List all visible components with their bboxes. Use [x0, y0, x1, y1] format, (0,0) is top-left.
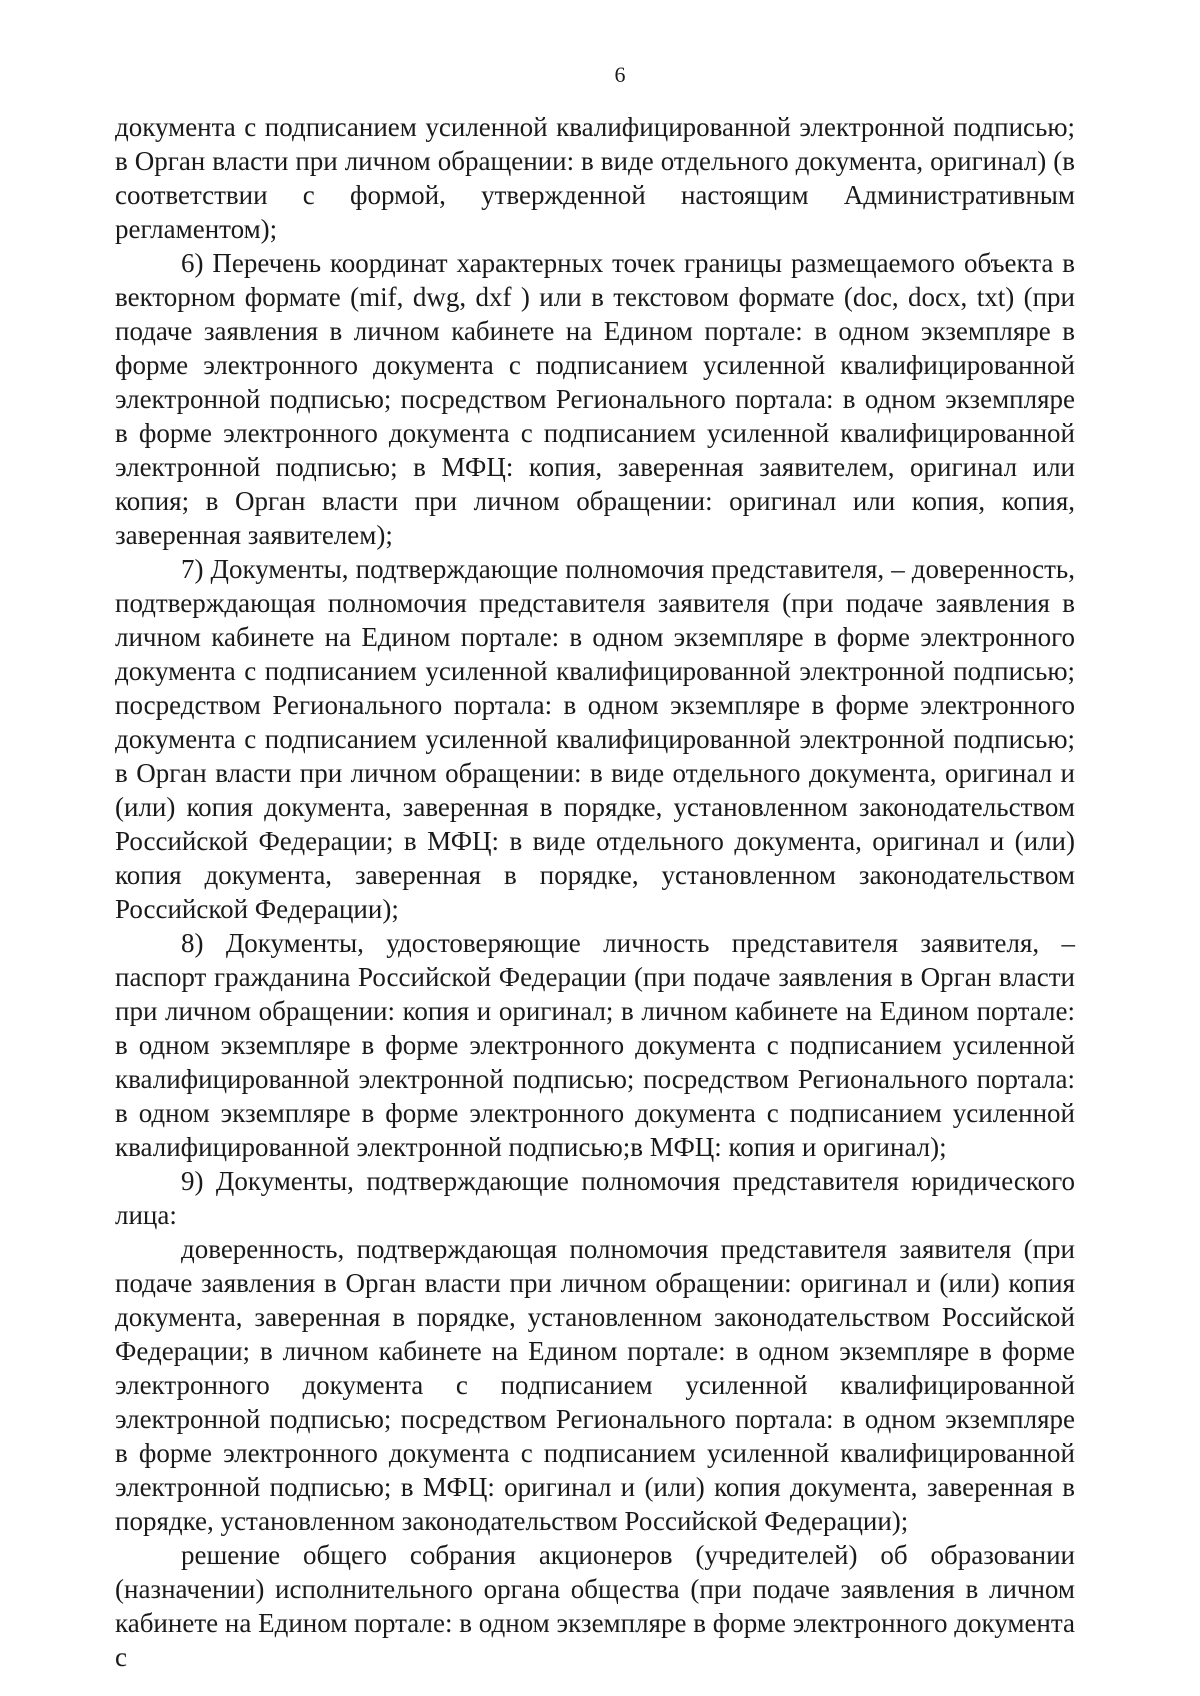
paragraph-continuation: документа с подписанием усиленной квалифицированной электронной подписью; в Орган власти при личном обращении: в виде отдельного документа, оригинал) (в соответствии с формой, утвержденной настоящим Административным регламентом); — [115, 112, 1075, 244]
paragraph-item-7: 7) Документы, подтверждающие полномочия представителя, – доверенность, подтверждающая полномочия представителя заявителя (при подаче заявления в личном кабинете на Едином портале: в одном экземпляре в форме электронного документа с подписанием усиленной квалифицированной электронной подписью; посредством Регионального портала: в одном экземпляре в форме электронного документа с подписанием усиленной квалифицированной электронной подписью; в Орган власти при личном обращении: в виде отдельного документа, оригинал и (или) копия документа, заверенная в порядке, установленном законодательством Российской Федерации; в МФЦ: в виде отдельного документа, оригинал и (или) копия документа, заверенная в порядке, установленном законодательством Российской Федерации); — [115, 554, 1075, 924]
paragraph-item-6: 6) Перечень координат характерных точек границы размещаемого объекта в векторном формате (mif, dwg, dxf ) или в текстовом формате (doc, docx, txt) (при подаче заявления в личном кабинете на Едином портале: в одном экземпляре в форме электронного документа с подписанием усиленной квалифицированной электронной подписью; посредством Регионального портала: в одном экземпляре в форме электронного документа с подписанием усиленной квалифицированной электронной подписью; в МФЦ: копия, заверенная заявителем, оригинал или копия; в Орган власти при личном обращении: оригинал или копия, копия, заверенная заявителем); — [115, 248, 1075, 550]
paragraph-item-9: 9) Документы, подтверждающие полномочия представителя юридического лица: — [115, 1166, 1075, 1230]
page-number: 6 — [614, 62, 626, 87]
paragraph-shareholders-decision: решение общего собрания акционеров (учредителей) об образовании (назначении) исполнительного органа общества (при подаче заявления в личном кабинете на Едином портале: в одном экземпляре в форме электронного документа с — [115, 1540, 1075, 1672]
document-body — [115, 110, 1075, 1674]
paragraph-item-8: 8) Документы, удостоверяющие личность представителя заявителя, – паспорт гражданина Российской Федерации (при подаче заявления в Орган власти при личном обращении: копия и оригинал; в личном кабинете на Едином портале: в одном экземпляре в форме электронного документа с подписанием усиленной квалифицированной электронной подписью; посредством Регионального портала: в одном экземпляре в форме электронного документа с подписанием усиленной квалифицированной электронной подписью;в МФЦ: копия и оригинал); — [115, 928, 1075, 1162]
paragraph-power-of-attorney: доверенность, подтверждающая полномочия представителя заявителя (при подаче заявления в Орган власти при личном обращении: оригинал и (или) копия документа, заверенная в порядке, установленном законодательством Российской Федерации; в личном кабинете на Едином портале: в одном экземпляре в форме электронного документа с подписанием усиленной квалифицированной электронной подписью; посредством Регионального портала: в одном экземпляре в форме электронного документа с подписанием усиленной квалифицированной электронной подписью; в МФЦ: оригинал и (или) копия документа, заверенная в порядке, установленном законодательством Российской Федерации); — [115, 1234, 1075, 1536]
